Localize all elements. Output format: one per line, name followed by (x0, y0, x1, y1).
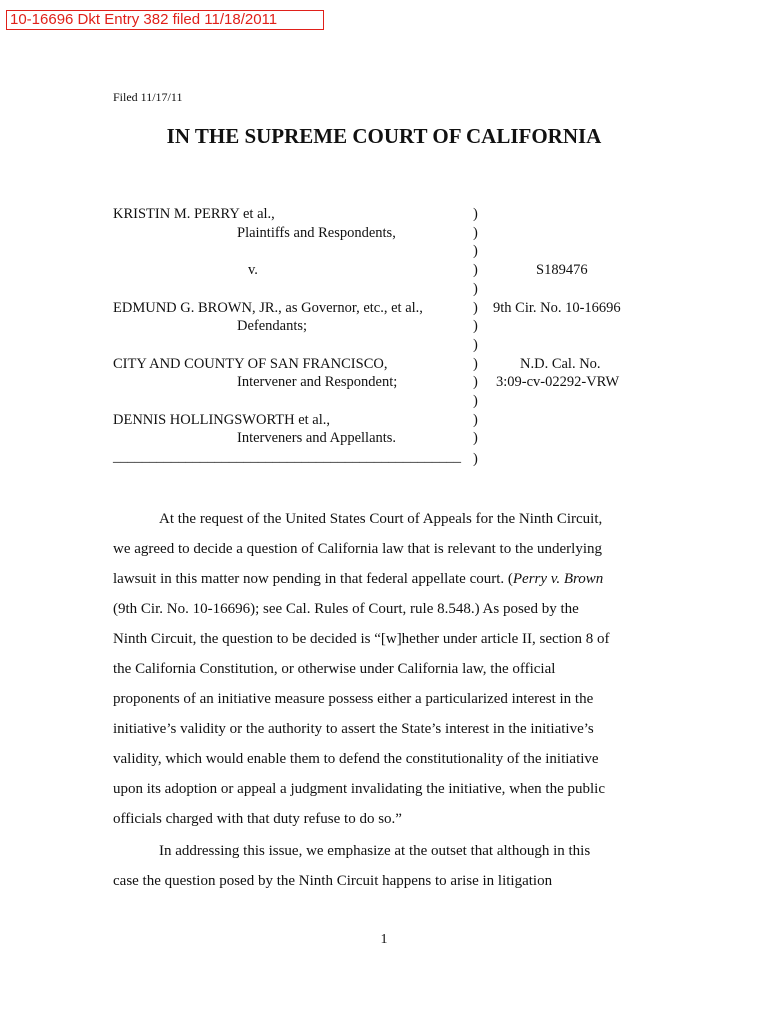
body-line: At the request of the United States Court of Appeals for the Ninth Circuit, (159, 511, 603, 527)
caption-paren: ) (473, 374, 478, 390)
versus: v. (248, 262, 258, 278)
caption-paren: ) (473, 356, 478, 372)
party2-role: Defendants; (237, 318, 308, 334)
body-line: initiative’s validity or the authority to assert the State’s interest in the initiative’s (113, 721, 594, 737)
party4-name: DENNIS HOLLINGSWORTH et al., (113, 412, 330, 428)
caption-paren: ) (473, 337, 478, 353)
nd-cal-label: N.D. Cal. No. (520, 356, 601, 372)
caption-paren: ) (473, 300, 478, 316)
party2-name: EDMUND G. BROWN, JR., as Governor, etc., et al., (113, 300, 423, 316)
body-line: validity, which would enable them to defend the constitutionality of the initiative (113, 751, 599, 767)
case-citation: Perry v. Brown (512, 571, 604, 587)
party1-name: KRISTIN M. PERRY et al., (113, 206, 275, 222)
body-line: Ninth Circuit, the question to be decided is “[w]hether under article II, section 8 of (113, 631, 610, 647)
caption-paren: ) (473, 393, 478, 409)
party3-name: CITY AND COUNTY OF SAN FRANCISCO, (113, 356, 388, 372)
body-line: case the question posed by the Ninth Circuit happens to arise in litigation (113, 873, 553, 889)
caption-paren: ) (473, 206, 478, 222)
caption-paren: ) (473, 243, 478, 259)
caption-rule: ________________________________________________ (113, 449, 461, 465)
caption-paren: ) (473, 318, 478, 334)
court-title: IN THE SUPREME COURT OF CALIFORNIA (166, 124, 602, 148)
body-line: we agreed to decide a question of California law that is relevant to the underlying (113, 541, 603, 557)
body-line: (9th Cir. No. 10-16696); see Cal. Rules of Court, rule 8.548.) As posed by the (113, 601, 579, 617)
party4-role: Interveners and Appellants. (237, 430, 397, 446)
body-line: officials charged with that duty refuse to do so.” (113, 811, 402, 827)
caption-paren: ) (473, 430, 478, 446)
caption-paren: ) (473, 281, 478, 297)
caption-paren-final: ) (473, 451, 478, 467)
body-text: lawsuit in this matter now pending in that federal appellate court. ( (113, 571, 513, 587)
party1-role: Plaintiffs and Respondents, (237, 225, 396, 241)
body-line (113, 571, 603, 588)
nd-cal-number: 3:09-cv-02292-VRW (496, 374, 620, 390)
caption-paren: ) (473, 225, 478, 241)
caption-paren: ) (473, 262, 478, 278)
body-line: upon its adoption or appeal a judgment invalidating the initiative, when the public (113, 781, 605, 797)
caption-paren: ) (473, 412, 478, 428)
ninth-circuit-number: 9th Cir. No. 10-16696 (493, 300, 621, 316)
body-line: the California Constitution, or otherwise under California law, the official (113, 661, 556, 677)
docket-stamp: 10-16696 Dkt Entry 382 filed 11/18/2011 (6, 10, 324, 30)
party3-role: Intervener and Respondent; (237, 374, 398, 390)
body-line: In addressing this issue, we emphasize at the outset that although in this (159, 843, 591, 859)
page-number: 1 (380, 932, 388, 947)
case-number: S189476 (536, 262, 588, 278)
body-line: proponents of an initiative measure possess either a particularized interest in the (113, 691, 594, 707)
filed-date: Filed 11/17/11 (113, 90, 183, 104)
